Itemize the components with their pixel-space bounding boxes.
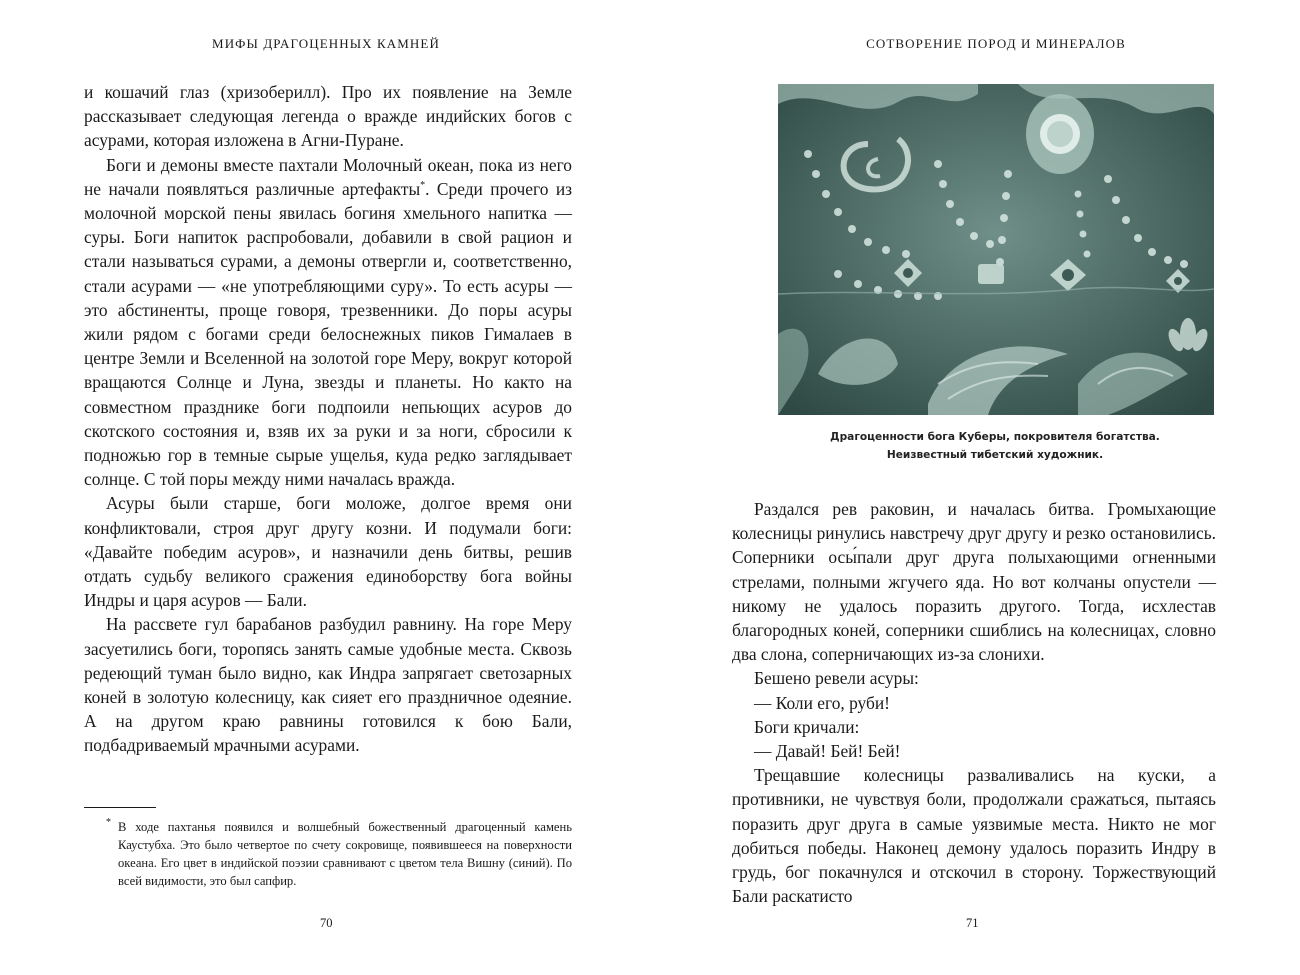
caption-line-1: Драгоценности бога Куберы, покровителя богатства.	[830, 431, 1160, 443]
footnote-text: В ходе пахтанья появился и волшебный божественный драгоценный камень Каустубха. Это было четвертое по счету сокровище, появившееся на поверхности океана. Его цвет в индийской поэзии сравнивают с цветом тела Вишну (синий). По всей видимости, это был сапфир.	[118, 820, 572, 888]
page-number-right: 71	[966, 916, 979, 930]
footnote-divider	[84, 807, 156, 808]
footnote	[106, 817, 572, 890]
paragraph-2-part-1: Боги и демоны вместе пахтали Молочный океан, пока из него не начали появляться различные артефакты	[84, 154, 572, 199]
paragraph-2-part-2: . Среди прочего из молочной морской пены явилась богиня хмельного напитка — суры. Боги напиток распробовали, добавили в свой рацион и стали называться сурами, а демоны отвергли и, соответственно, стали асурами — «не употребляющими суру». То есть асуры — это абстиненты, проще говоря, трезвенники. До поры асуры жили рядом с богами среди белоснежных пиков Гималаев в центре Земли и Вселенной на золотой горе Меру, вокруг которой вращаются Солнце и Луна, звезды и планеты. Но както на совместном празднике боги подпоили непьющих асуров до скотского состояния и, взяв их за руки и за ноги, сбросили к подножью гор в темные сырые ущелья, куда редко заглядывает солнце. С той поры между ними началась вражда.	[84, 178, 572, 490]
tibetan-painting-image	[778, 84, 1214, 415]
right-page-body	[732, 497, 1216, 908]
paragraph-4: На рассвете гул барабанов разбудил равнину. На горе Меру засуетились боги, торопясь занять самые удобные места. Сквозь редеющий туман было видно, как Индра запрягает светозарных коней в золотую колесницу, как сияет его праздничное одеяние. А на другом краю равнины готовился к бою Бали, подбадриваемый мрачными асурами.	[84, 614, 572, 756]
running-head-right: СОТВОРЕНИЕ ПОРОД И МИНЕРАЛОВ	[866, 36, 1126, 51]
paragraph-5: Раздался рев раковин, и началась битва. Громыхающие колесницы ринулись навстречу друг другу и резко остановились. Соперники осы́пали друг друга полыхающими огненными стрелами, полными жгучего яда. Но вот колчаны опустели — никому не удалось поразить другого. Тогда, исхлестав благородных коней, соперники сшиблись на колесницах, словно два слона, соперничающих из-за слонихи.	[732, 499, 1216, 665]
left-page-body	[84, 80, 572, 758]
footnote-reference[interactable]: *	[420, 180, 426, 192]
figure-caption	[760, 428, 1230, 464]
paragraph-3: Асуры были старше, боги моложе, долгое время они конфликтовали, строя друг другу козни. И подумали боги: «Давайте победим асуров», и назначили день битвы, решив отдать судьбу великого сражения единоборству бога войны Индры и царя асуров — Бали.	[84, 493, 572, 611]
right-page	[650, 0, 1300, 975]
paragraph-2	[84, 153, 572, 492]
painting-illustration	[778, 84, 1214, 415]
running-head-left: МИФЫ ДРАГОЦЕННЫХ КАМНЕЙ	[212, 36, 440, 51]
paragraph-8: Трещавшие колесницы разваливались на куски, а противники, не чувствуя боли, продолжали сражаться, пытаясь поразить друг друга в самые уязвимые места. Никто не мог добиться победы. Наконец демону удалось поразить Индру в грудь, бог покачнулся и отскочил в сторону. Торжествующий Бали раскатисто	[732, 765, 1216, 907]
footnote-mark: *	[106, 817, 111, 828]
paragraph-6: Бешено ревели асуры:	[754, 668, 919, 689]
paragraph-7: Боги кричали:	[754, 716, 860, 737]
paragraph-1: и кошачий глаз (хризоберилл). Про их появление на Земле рассказывает следующая легенда о вражде индийских богов с асурами, которая изложена в Агни-Пуране.	[84, 82, 572, 151]
caption-line-2: Неизвестный тибетский художник.	[886, 449, 1104, 461]
dialog-line-1: — Коли его, руби!	[754, 692, 890, 713]
page-number-left: 70	[320, 916, 333, 930]
dialog-line-2: — Давай! Бей! Бей!	[754, 741, 901, 762]
